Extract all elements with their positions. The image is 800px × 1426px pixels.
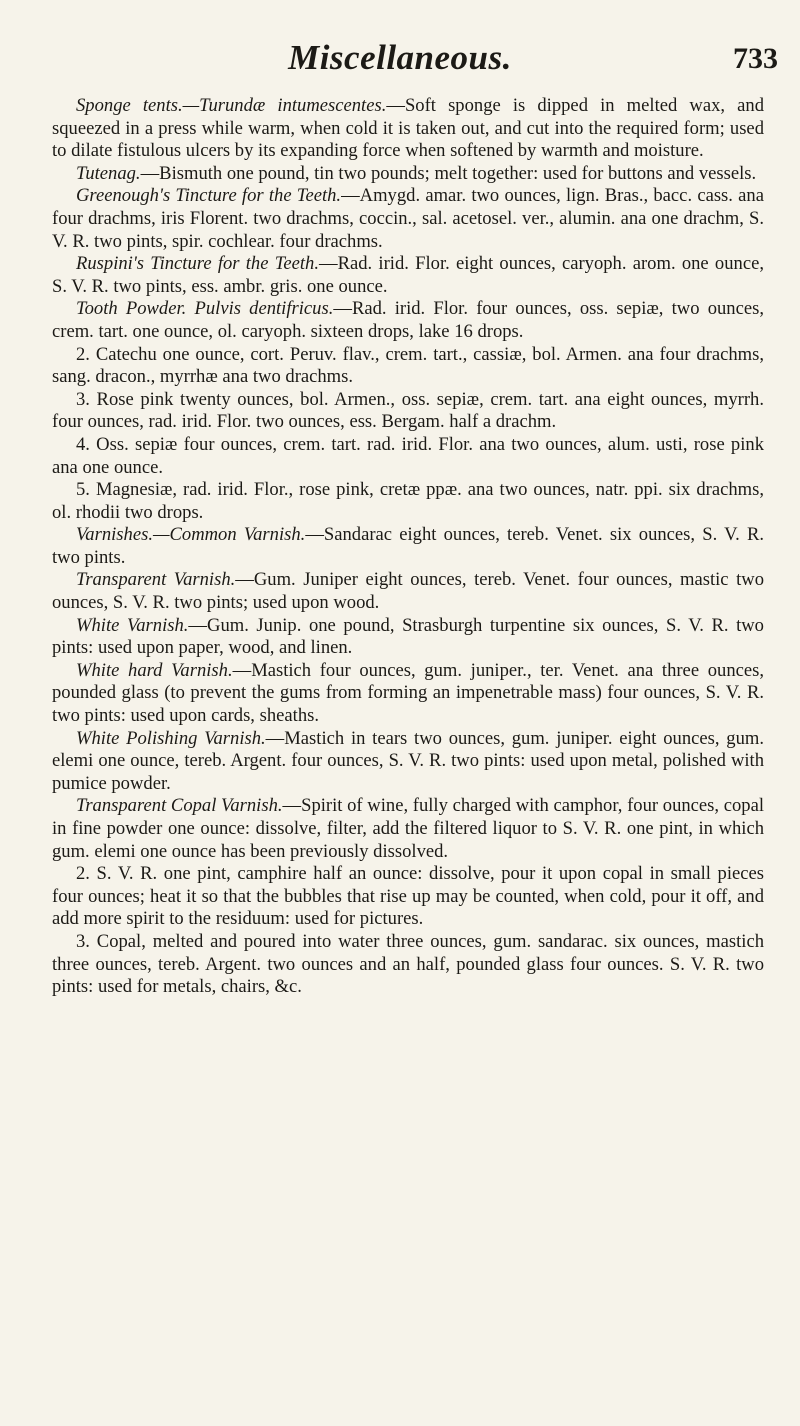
paragraph-white-varnish — [52, 615, 764, 660]
running-header — [0, 38, 800, 88]
paragraph-text: —Gum. Junip. one pound, Strasburgh turpentine six ounces, S. V. R. two pints: used upon paper, wood, and linen. — [52, 614, 764, 659]
paragraph-text: —Spirit of wine, fully charged with camphor, four ounces, copal in fine powder one ounce: dissolve, filter, add the filtered liquor to S. V. R. one pint, in which gum. elemi one ounce has been previously dissolved. — [52, 795, 764, 862]
paragraph-text: 4. Oss. sepiæ four ounces, crem. tart. rad. irid. Flor. ana two ounces, alum. usti, rose pink ana one ounce. — [52, 433, 764, 478]
paragraph-tutenag — [52, 163, 764, 186]
body-text — [52, 95, 764, 999]
paragraph-tooth-powder-5 — [52, 479, 764, 524]
paragraph-text: —Bismuth one pound, tin two pounds; melt together: used for buttons and vessels. — [140, 162, 757, 184]
paragraph-text: —Amygd. amar. two ounces, lign. Bras., bacc. cass. ana four drachms, iris Florent. two drachms, coccin., sal. acetosel. ver., alumin. ana one drachm, S. V. R. two pints, spir. cochlear. four drachms. — [52, 185, 764, 252]
paragraph-heading: Greenough's Tincture for the Teeth. — [76, 185, 342, 207]
paragraph-tooth-powder — [52, 298, 764, 343]
page-number: 733 — [733, 42, 778, 75]
paragraph-text: —Rad. irid. Flor. four ounces, oss. sepiæ, two ounces, crem. tart. one ounce, ol. caryoph. sixteen drops, lake 16 drops. — [52, 298, 764, 342]
paragraph-transparent-varnish — [52, 569, 764, 614]
paragraph-heading: White Varnish. — [76, 614, 189, 636]
paragraph-white-polishing-varnish — [52, 728, 764, 796]
paragraph-greenough-tincture — [52, 185, 764, 253]
paragraph-text: —Sandarac eight ounces, tereb. Venet. six ounces, S. V. R. two pints. — [52, 524, 764, 568]
paragraph-common-varnish — [52, 524, 764, 569]
paragraph-heading: White Polishing Varnish. — [76, 727, 266, 749]
paragraph-text: 2. Catechu one ounce, cort. Peruv. flav., crem. tart., cassiæ, bol. Armen. ana four drachms, sang. dracon., myrrhæ ana two drachms. — [52, 343, 764, 388]
paragraph-text: —Soft sponge is dipped in melted wax, and squeezed in a press while warm, when cold it is taken out, and cut into the required form; used to dilate fistulous ulcers by its expanding force when softened by warmth and moisture. — [52, 95, 764, 162]
paragraph-heading: Ruspini's Tincture for the Teeth. — [76, 253, 319, 275]
page-header-title: Miscellaneous. — [288, 38, 512, 77]
paragraph-heading: Transparent Varnish. — [76, 569, 236, 591]
paragraph-text: —Mastich in tears two ounces, gum. juniper. eight ounces, gum. elemi one ounce, tereb. Argent. four ounces, S. V. R. two pints: used upon metal, polished with pumice powder. — [52, 727, 764, 794]
paragraph-heading: Transparent Copal Varnish. — [76, 795, 283, 817]
paragraph-transparent-copal-varnish — [52, 795, 764, 863]
paragraph-text: —Mastich four ounces, gum. juniper., ter. Venet. ana three ounces, pounded glass (to prevent the gums from forming an impenetrable mass) four ounces, S. V. R. two pints: used upon cards, sheaths. — [52, 659, 765, 727]
paragraph-heading: Varnishes.—Common Varnish. — [76, 524, 306, 546]
paragraph-text: 3. Rose pink twenty ounces, bol. Armen., oss. sepiæ, crem. tart. ana eight ounces, myrrh. four ounces, rad. irid. Flor. two ounces, ess. Bergam. half a drachm. — [52, 388, 764, 433]
paragraph-text: —Rad. irid. Flor. eight ounces, caryoph. arom. one ounce, S. V. R. two pints, ess. ambr. gris. one ounce. — [52, 253, 764, 297]
paragraph-text: 5. Magnesiæ, rad. irid. Flor., rose pink, cretæ ppæ. ana two ounces, natr. ppi. six drachms, ol. rhodii two drops. — [52, 479, 764, 523]
paragraph-tooth-powder-2 — [52, 344, 764, 389]
paragraph-heading: Tutenag. — [76, 162, 141, 184]
paragraph-text: 3. Copal, melted and poured into water three ounces, gum. sandarac. six ounces, mastich three ounces, tereb. Argent. two ounces and an half, pounded glass four ounces. S. V. R. two pints: used for metals, chairs, &c. — [52, 930, 764, 998]
paragraph-tooth-powder-4 — [52, 434, 764, 479]
paragraph-heading: Tooth Powder. Pulvis dentifricus. — [76, 298, 334, 320]
paragraph-heading: Sponge tents.—Turundæ intumescentes. — [76, 95, 387, 116]
paragraph-heading: White hard Varnish. — [76, 659, 233, 681]
paragraph-white-hard-varnish — [52, 660, 764, 728]
paragraph-copal-varnish-3 — [52, 931, 764, 999]
paragraph-copal-varnish-2 — [52, 863, 764, 931]
paragraph-text: —Gum. Juniper eight ounces, tereb. Venet. four ounces, mastic two ounces, S. V. R. two pints; used upon wood. — [52, 569, 764, 614]
paragraph-tooth-powder-3 — [52, 389, 764, 434]
paragraph-ruspini-tincture — [52, 253, 764, 298]
paragraph-sponge-tents — [52, 95, 764, 163]
paragraph-text: 2. S. V. R. one pint, camphire half an ounce: dissolve, pour it upon copal in small pieces four ounces; heat it so that the bubbles that rise up may be counted, when cold, pour it off, and add more spirit to the residuum: used for pictures. — [52, 863, 764, 930]
